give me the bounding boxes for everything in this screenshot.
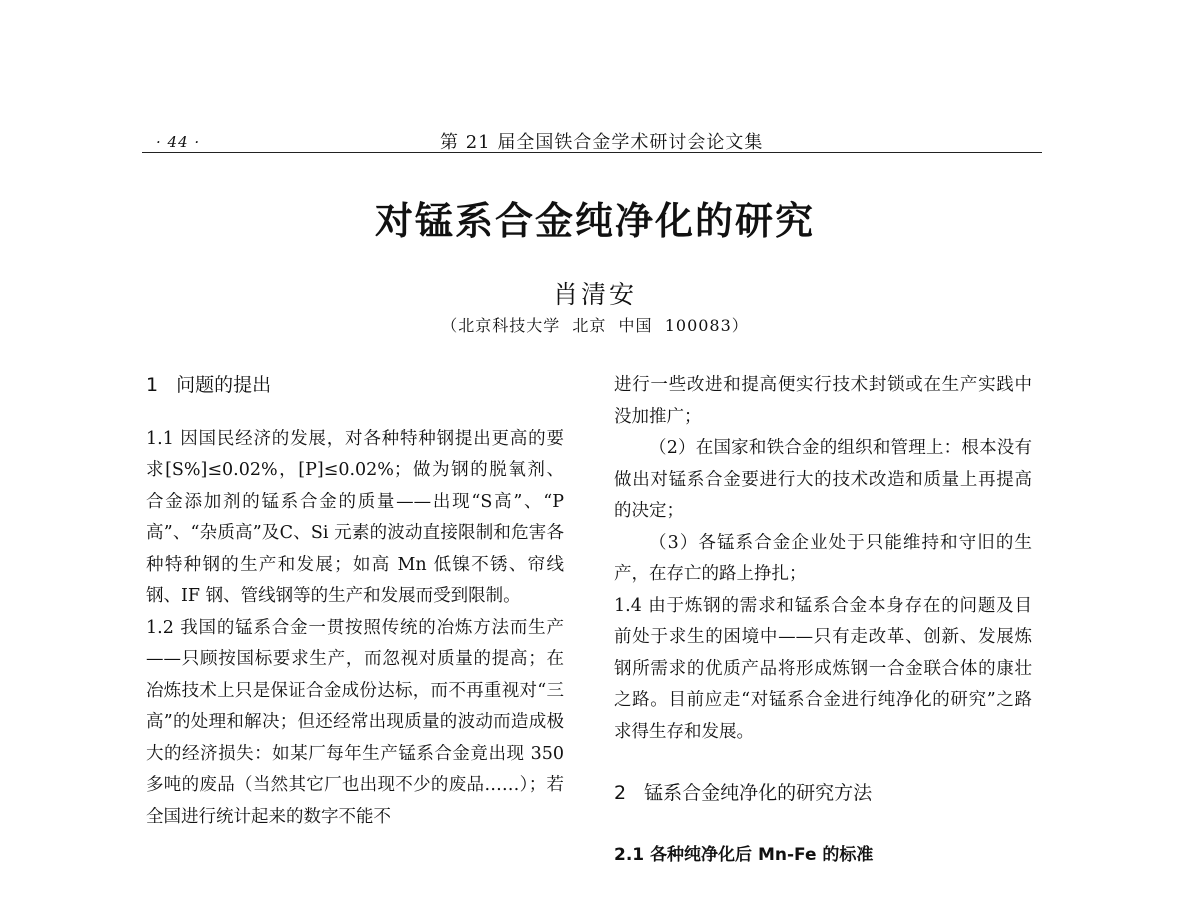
- section-heading-1: [146, 370, 564, 402]
- subsection-heading-2-1: 2.1 各种纯净化后 Mn-Fe 的标准: [614, 844, 874, 865]
- section-number: 1: [146, 374, 159, 396]
- author: 肖清安: [552, 280, 637, 309]
- paper-title: 对锰系合金纯净化的研究: [374, 199, 815, 243]
- page-number: · 44 ·: [156, 133, 201, 151]
- section-number: 2: [614, 782, 627, 804]
- section-heading-2: [614, 778, 1032, 810]
- left-column: [146, 370, 564, 833]
- paragraph-item-2: （2）在国家和铁合金的组织和管理上：根本没有做出对锰系合金要进行大的技术改造和质量上再提高的决定；: [614, 438, 1032, 521]
- paragraph-1-1: 1.1 因国民经济的发展，对各种特种钢提出更高的要求[S%]≤0.02%，[P]≤0.02%；做为钢的脱氧剂、合金添加剂的锰系合金的质量——出现“S高”、“P高”、“杂质高”及C、Si 元素的波动直接限制和危害各种特种钢的生产和发展；如高 Mn 低镍不锈、帘线钢、IF 钢、管线钢等的生产和发展而受到限制。: [146, 428, 564, 606]
- running-title: 第 21 届全国铁合金学术研讨会论文集: [440, 132, 764, 153]
- right-column: [614, 370, 1032, 871]
- header-rule: [142, 152, 1042, 153]
- paragraph-continued: 进行一些改进和提高便实行技术封锁或在生产实践中没加推广；: [614, 375, 1032, 427]
- section-title: 问题的提出: [176, 374, 272, 396]
- affiliation: （北京科技大学 北京 中国 100083）: [441, 316, 749, 335]
- paragraph-1-4: 1.4 由于炼钢的需求和锰系合金本身存在的问题及目前处于求生的困境中——只有走改革、创新、发展炼钢所需求的优质产品将形成炼钢一合金联合体的康壮之路。目前应走“对锰系合金进行纯净化的研究”之路求得生存和发展。: [614, 595, 1032, 742]
- section-title: 锰系合金纯净化的研究方法: [644, 782, 873, 804]
- paragraph-item-3: （3）各锰系合金企业处于只能维持和守旧的生产，在存亡的路上挣扎；: [614, 532, 1032, 584]
- paragraph-1-2: 1.2 我国的锰系合金一贯按照传统的冶炼方法而生产——只顾按国标要求生产，而忽视对质量的提高；在冶炼技术上只是保证合金成份达标，而不再重视对“三高”的处理和解决；但还经常出现质量的波动而造成极大的经济损失：如某厂每年生产锰系合金竟出现 350 多吨的废品（当然其它厂也出现不少的废品……）；若全国进行统计起来的数字不能不: [146, 617, 564, 827]
